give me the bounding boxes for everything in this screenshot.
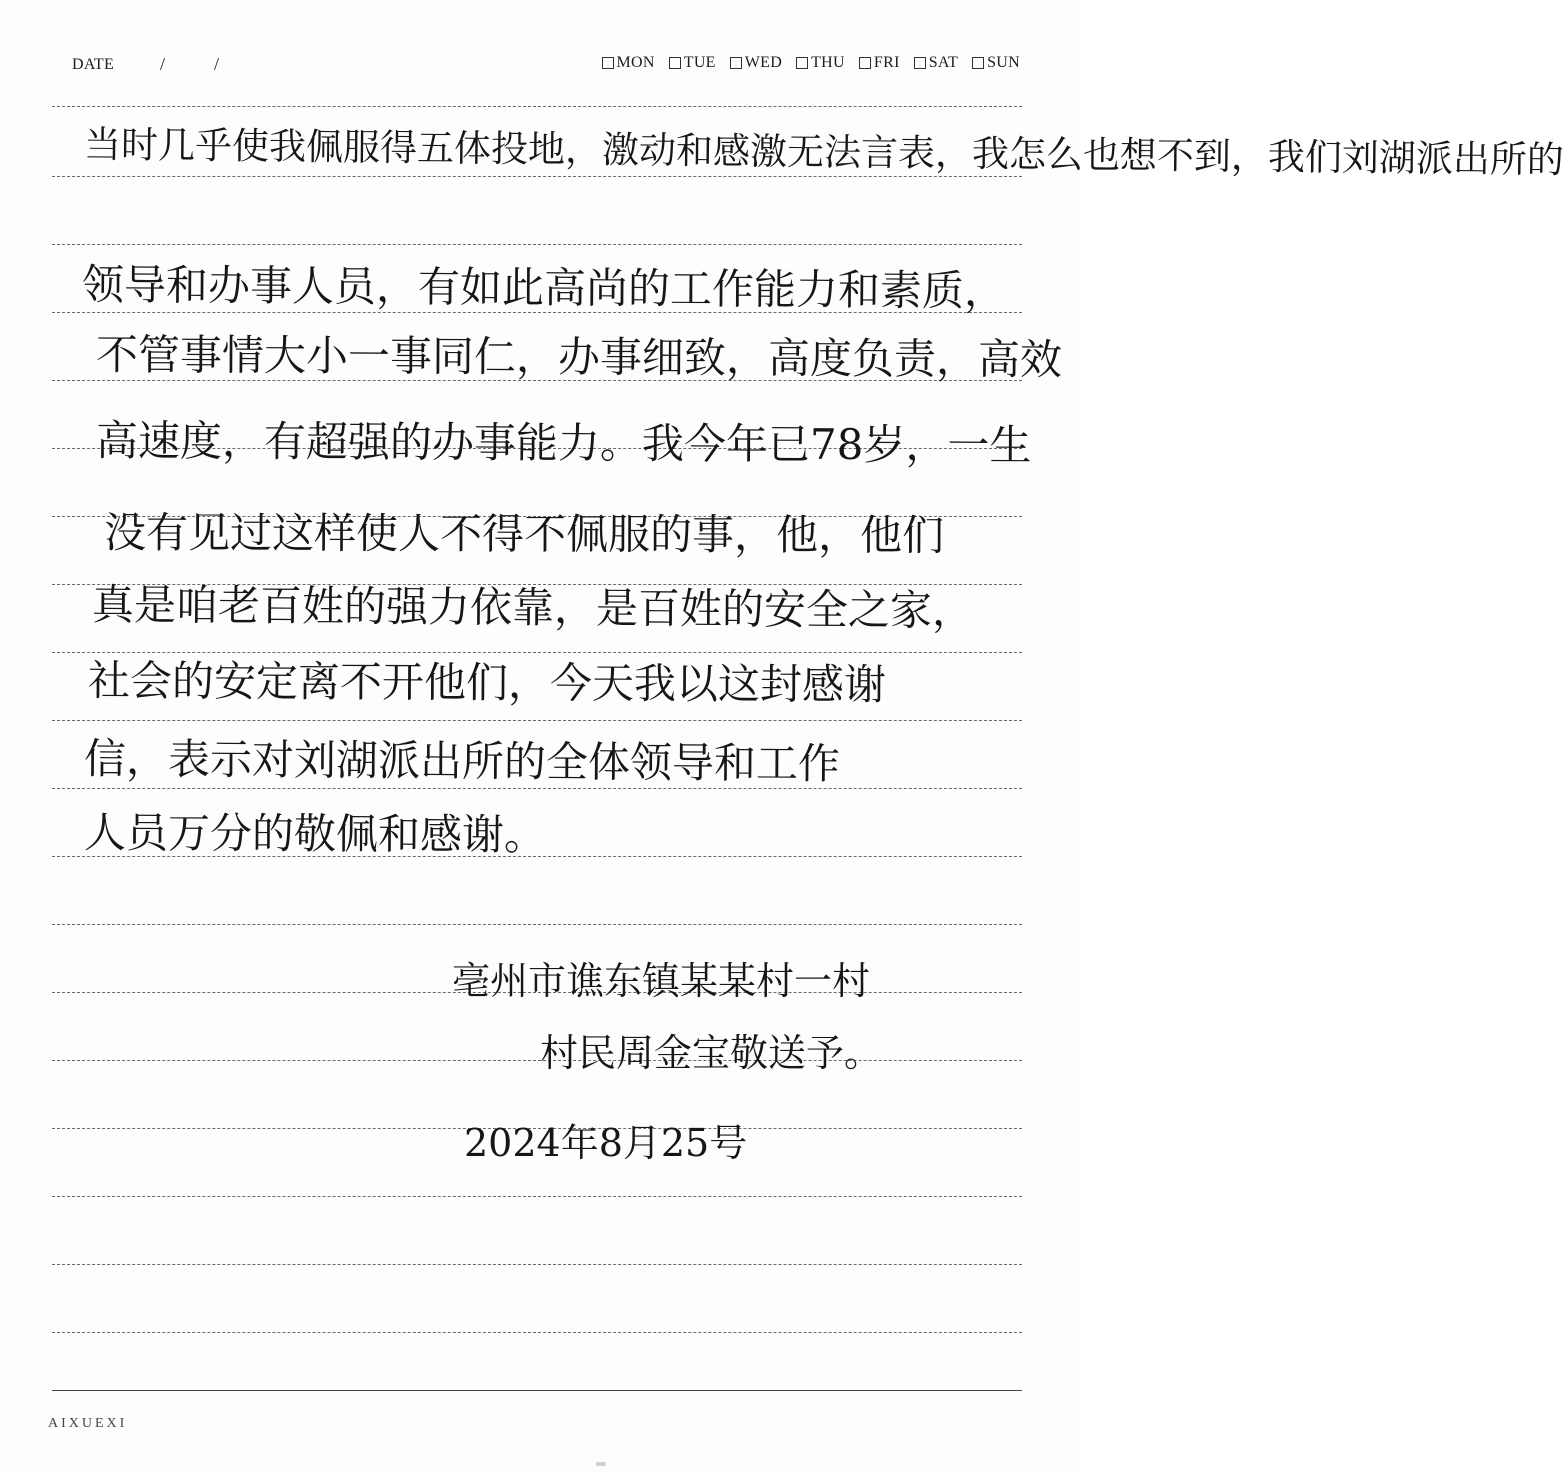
day-sat-label: SAT — [928, 54, 959, 71]
bottom-rule — [52, 1390, 1022, 1391]
day-mon-label: MON — [616, 54, 655, 71]
day-fri-label: FRI — [873, 54, 900, 71]
date-slash-1: / — [160, 54, 166, 74]
checkbox-icon — [730, 57, 742, 69]
checkbox-icon — [796, 57, 808, 69]
ruled-line — [52, 720, 1022, 721]
letter-line-3: 不管事情大小一事同仁，办事细致，高度负责，高效 — [95, 330, 1063, 385]
letter-line-8: 信，表示对刘湖派出所的全体领导和工作 — [83, 734, 841, 789]
checkbox-icon — [859, 57, 871, 69]
page-header — [72, 52, 1032, 78]
day-mon[interactable] — [602, 54, 655, 72]
ruled-line — [52, 1264, 1022, 1265]
day-thu[interactable] — [796, 54, 845, 72]
scan-mark — [596, 1462, 606, 1466]
ruled-line — [52, 244, 1022, 245]
letter-line-1: 当时几乎使我佩服得五体投地，激动和感激无法言表，我怎么也想不到，我们刘湖派出所的 — [83, 123, 1564, 182]
signature-date: 2024年8月25号 — [464, 1121, 748, 1165]
ruled-line — [52, 1332, 1022, 1333]
day-sun-label: SUN — [987, 54, 1020, 71]
brand-footer: AIXUEXI — [48, 1416, 128, 1431]
day-sat[interactable] — [914, 54, 958, 72]
letter-line-6: 真是咱老百姓的强力依靠，是百姓的安全之家， — [91, 580, 975, 636]
date-label: DATE — [72, 56, 115, 73]
checkbox-icon — [669, 57, 681, 69]
checkbox-icon — [972, 57, 984, 69]
signature-address: 亳州市谯东镇某某村一村 — [452, 959, 871, 1003]
ruled-line — [52, 106, 1022, 107]
ruled-line — [52, 924, 1022, 925]
letter-line-5: 没有见过这样使人不得不佩服的事，他，他们 — [103, 508, 945, 560]
day-tue[interactable] — [669, 54, 716, 72]
letter-line-9: 人员万分的敬佩和感谢。 — [83, 808, 547, 860]
letter-line-7: 社会的安定离不开他们，今天我以这封感谢 — [87, 656, 887, 710]
ruled-line — [52, 652, 1022, 653]
checkbox-icon — [914, 57, 926, 69]
date-slash-2: / — [214, 54, 220, 74]
day-thu-label: THU — [811, 54, 845, 71]
day-fri[interactable] — [859, 54, 900, 72]
ruled-line — [52, 788, 1022, 789]
day-tue-label: TUE — [683, 54, 716, 71]
signature-name: 村民周金宝敬送予。 — [540, 1031, 883, 1075]
letter-line-2: 领导和办事人员，有如此高尚的工作能力和素质， — [81, 260, 1007, 316]
day-sun[interactable] — [972, 54, 1020, 72]
ruled-line — [52, 176, 1022, 177]
letter-line-4: 高速度，有超强的办事能力。我今年已78岁，一生 — [95, 416, 1032, 470]
day-wed[interactable] — [730, 54, 782, 72]
weekday-checkboxes — [602, 54, 1021, 72]
ruled-line — [52, 1196, 1022, 1197]
day-wed-label: WED — [744, 54, 783, 71]
checkbox-icon — [602, 57, 614, 69]
